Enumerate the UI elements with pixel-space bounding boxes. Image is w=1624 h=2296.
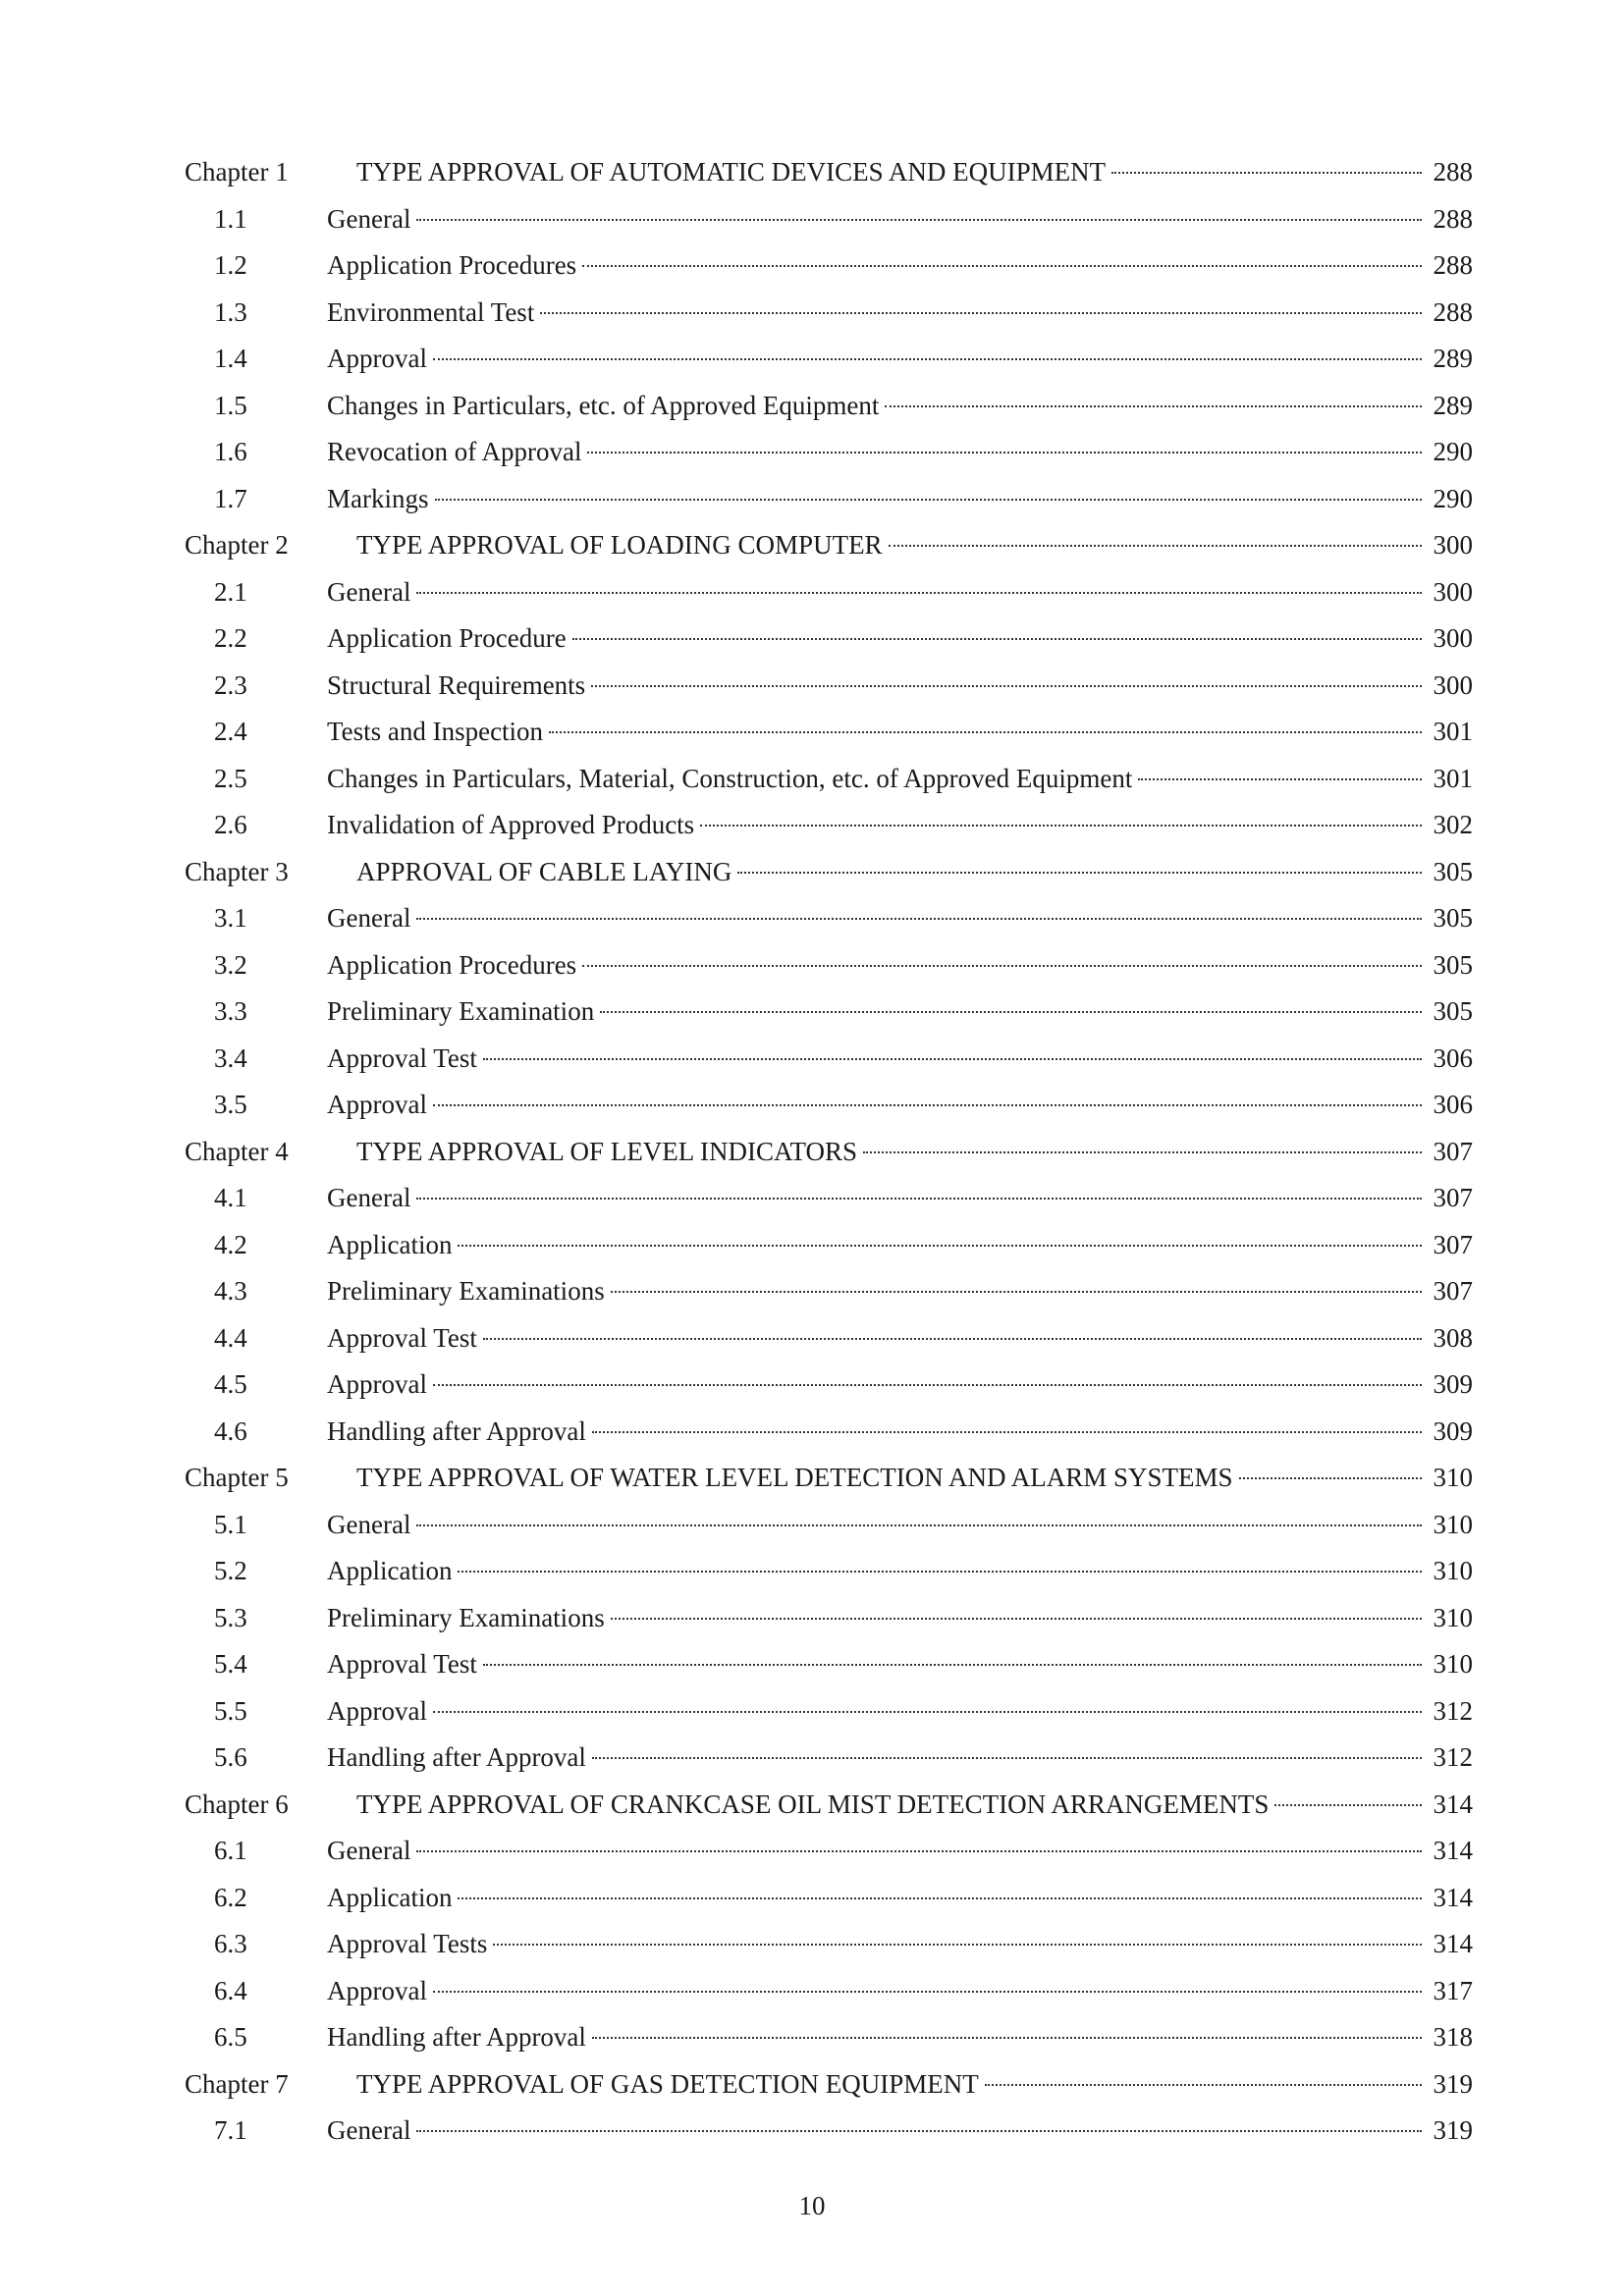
toc-entry-number: 3.3	[214, 996, 247, 1026]
dot-leader	[1274, 1804, 1422, 1806]
toc-entry-page: 300	[1433, 669, 1473, 700]
toc-entry-title: General	[327, 1183, 411, 1212]
dot-leader	[600, 1011, 1422, 1013]
toc-entry-title: Approval Tests	[327, 1929, 488, 1958]
toc-section-entry[interactable]	[185, 942, 1473, 989]
toc-entry-page: 312	[1433, 1742, 1473, 1772]
toc-entry-number: 1.1	[214, 203, 247, 234]
toc-entry-title: Preliminary Examinations	[327, 1602, 605, 1632]
toc-section-entry[interactable]	[185, 663, 1473, 710]
dot-leader	[483, 1338, 1422, 1340]
toc-chapter-entry[interactable]	[185, 1455, 1473, 1502]
toc-entry-page: 309	[1433, 1415, 1473, 1446]
toc-entry-number: 6.1	[214, 1836, 247, 1865]
dot-leader	[483, 1058, 1422, 1060]
toc-entry-title: Application Procedures	[327, 250, 577, 280]
toc-entry-number: 2.2	[214, 623, 247, 653]
dot-leader	[416, 1198, 1422, 1200]
dot-leader	[889, 545, 1422, 547]
dot-leader	[737, 872, 1422, 874]
dot-leader	[587, 452, 1422, 454]
toc-entry-number: 1.6	[214, 437, 247, 466]
toc-section-entry[interactable]	[185, 1641, 1473, 1688]
dot-leader	[433, 1104, 1422, 1106]
toc-section-entry[interactable]	[185, 569, 1473, 616]
dot-leader	[540, 312, 1422, 314]
dot-leader	[700, 825, 1422, 827]
toc-entry-page: 309	[1433, 1369, 1473, 1399]
toc-section-entry[interactable]	[185, 1315, 1473, 1362]
toc-entry-number: 2.6	[214, 810, 247, 839]
dot-leader	[611, 1291, 1422, 1293]
toc-entry-page: 310	[1433, 1649, 1473, 1679]
toc-entry-page: 288	[1433, 157, 1473, 187]
toc-entry-page: 319	[1433, 2115, 1473, 2145]
dot-leader	[458, 1897, 1422, 1899]
toc-entry-title: Application	[327, 1882, 453, 1912]
toc-section-entry[interactable]	[185, 1595, 1473, 1642]
dot-leader	[582, 265, 1422, 267]
toc-section-entry[interactable]	[185, 1082, 1473, 1129]
toc-entry-number: Chapter 1	[185, 157, 289, 187]
toc-entry-title: TYPE APPROVAL OF AUTOMATIC DEVICES AND EQUIPMENT	[356, 157, 1107, 187]
toc-entry-title: Tests and Inspection	[327, 717, 544, 746]
toc-entry-title: TYPE APPROVAL OF LEVEL INDICATORS	[356, 1136, 858, 1166]
toc-entry-title: Revocation of Approval	[327, 437, 582, 466]
toc-entry-number: 4.3	[214, 1276, 247, 1306]
toc-entry-number: 6.4	[214, 1975, 247, 2005]
dot-leader	[591, 685, 1422, 687]
toc-entry-page: 314	[1433, 1836, 1473, 1865]
toc-entry-title: General	[327, 1509, 411, 1539]
dot-leader	[433, 1384, 1422, 1386]
dot-leader	[416, 1524, 1422, 1526]
toc-section-entry[interactable]	[185, 895, 1473, 942]
toc-entry-title: TYPE APPROVAL OF CRANKCASE OIL MIST DETECTION ARRANGEMENTS	[356, 1789, 1270, 1819]
toc-section-entry[interactable]	[185, 1548, 1473, 1595]
toc-section-entry[interactable]	[185, 2108, 1473, 2155]
toc-entry-title: Markings	[327, 483, 429, 513]
toc-entry-page: 314	[1433, 1882, 1473, 1912]
toc-section-entry[interactable]	[185, 1735, 1473, 1782]
toc-entry-title: Approval Test	[327, 1042, 477, 1073]
toc-section-entry[interactable]	[185, 429, 1473, 476]
toc-section-entry[interactable]	[185, 2014, 1473, 2061]
toc-entry-title: Application Procedures	[327, 949, 577, 980]
toc-entry-number: 6.2	[214, 1882, 247, 1912]
toc-entry-page: 302	[1433, 810, 1473, 839]
toc-entry-number: 4.2	[214, 1229, 247, 1259]
toc-entry-number: 1.3	[214, 296, 247, 327]
toc-entry-number: 1.5	[214, 390, 247, 420]
toc-entry-page: 310	[1433, 1463, 1473, 1492]
toc-entry-title: Preliminary Examination	[327, 996, 595, 1026]
toc-entry-number: 2.1	[214, 576, 247, 607]
dot-leader	[416, 2130, 1422, 2132]
toc-chapter-entry[interactable]	[185, 849, 1473, 896]
toc-section-entry[interactable]	[185, 1968, 1473, 2015]
toc-entry-page: 306	[1433, 1042, 1473, 1073]
toc-entry-number: 3.2	[214, 949, 247, 980]
toc-entry-page: 289	[1433, 390, 1473, 420]
toc-section-entry[interactable]	[185, 1688, 1473, 1735]
toc-entry-page: 288	[1433, 203, 1473, 234]
toc-entry-page: 307	[1433, 1229, 1473, 1259]
toc-section-entry[interactable]	[185, 1921, 1473, 1968]
toc-entry-number: 1.2	[214, 250, 247, 280]
toc-section-entry[interactable]	[185, 290, 1473, 337]
toc-entry-number: 1.4	[214, 344, 247, 373]
toc-section-entry[interactable]	[185, 1502, 1473, 1549]
toc-entry-number: 2.5	[214, 763, 247, 793]
toc-chapter-entry[interactable]	[185, 2061, 1473, 2109]
dot-leader	[1138, 778, 1422, 780]
toc-entry-page: 305	[1433, 903, 1473, 933]
toc-entry-title: General	[327, 203, 411, 234]
dot-leader	[493, 1944, 1422, 1946]
toc-entry-page: 307	[1433, 1136, 1473, 1166]
toc-entry-page: 305	[1433, 856, 1473, 886]
toc-entry-page: 300	[1433, 530, 1473, 560]
dot-leader	[863, 1151, 1422, 1153]
toc-entry-title: Approval	[327, 1975, 427, 2005]
toc-entry-number: 2.4	[214, 717, 247, 746]
dot-leader	[582, 965, 1422, 967]
toc-entry-title: Preliminary Examinations	[327, 1276, 605, 1306]
toc-entry-page: 310	[1433, 1556, 1473, 1585]
dot-leader	[885, 405, 1422, 407]
toc-section-entry[interactable]	[185, 709, 1473, 756]
toc-entry-number: 6.5	[214, 2022, 247, 2052]
dot-leader	[435, 499, 1423, 501]
toc-entry-page: 305	[1433, 996, 1473, 1026]
toc-entry-number: 5.5	[214, 1695, 247, 1726]
toc-section-entry[interactable]	[185, 476, 1473, 523]
toc-entry-number: 4.6	[214, 1415, 247, 1446]
toc-entry-title: Approval Test	[327, 1322, 477, 1353]
toc-entry-page: 314	[1433, 1929, 1473, 1958]
toc-entry-title: TYPE APPROVAL OF WATER LEVEL DETECTION AND ALARM SYSTEMS	[356, 1463, 1233, 1492]
toc-entry-page: 290	[1433, 483, 1473, 513]
toc-entry-number: 5.4	[214, 1649, 247, 1679]
dot-leader	[433, 1991, 1422, 1993]
toc-entry-number: Chapter 3	[185, 856, 289, 886]
toc-section-entry[interactable]	[185, 1036, 1473, 1083]
toc-entry-page: 305	[1433, 949, 1473, 980]
toc-entry-page: 301	[1433, 763, 1473, 793]
toc-entry-title: Structural Requirements	[327, 669, 586, 700]
toc-entry-title: Invalidation of Approved Products	[327, 810, 695, 839]
toc-entry-page: 310	[1433, 1602, 1473, 1632]
toc-entry-title: General	[327, 1836, 411, 1865]
toc-entry-title: Environmental Test	[327, 296, 535, 327]
toc-entry-page: 301	[1433, 717, 1473, 746]
toc-entry-page: 306	[1433, 1090, 1473, 1119]
toc-entry-title: Application	[327, 1556, 453, 1585]
toc-entry-title: Application Procedure	[327, 623, 567, 653]
dot-leader	[549, 731, 1422, 733]
toc-entry-number: 5.3	[214, 1602, 247, 1632]
toc-chapter-entry[interactable]	[185, 1782, 1473, 1829]
toc-entry-number: Chapter 4	[185, 1136, 289, 1166]
toc-entry-title: Handling after Approval	[327, 1742, 586, 1772]
toc-entry-title: APPROVAL OF CABLE LAYING	[356, 856, 732, 886]
toc-entry-page: 318	[1433, 2022, 1473, 2052]
dot-leader	[416, 219, 1422, 221]
toc-entry-title: Handling after Approval	[327, 2022, 586, 2052]
toc-entry-number: 5.1	[214, 1509, 247, 1539]
toc-section-entry[interactable]	[185, 1175, 1473, 1222]
toc-entry-page: 307	[1433, 1183, 1473, 1212]
toc-chapter-entry[interactable]	[185, 522, 1473, 569]
toc-section-entry[interactable]	[185, 383, 1473, 430]
toc-entry-title: Changes in Particulars, Material, Construction, etc. of Approved Equipment	[327, 763, 1133, 793]
toc-entry-page: 314	[1433, 1789, 1473, 1819]
toc-entry-number: 2.3	[214, 669, 247, 700]
dot-leader	[433, 1711, 1422, 1713]
dot-leader	[458, 1245, 1422, 1247]
toc-entry-page: 288	[1433, 296, 1473, 327]
toc-entry-title: General	[327, 903, 411, 933]
toc-section-entry[interactable]	[185, 1362, 1473, 1409]
toc-section-entry[interactable]	[185, 802, 1473, 849]
toc-entry-title: Handling after Approval	[327, 1415, 586, 1446]
toc-entry-number: 4.5	[214, 1369, 247, 1399]
toc-section-entry[interactable]	[185, 1222, 1473, 1269]
toc-entry-page: 308	[1433, 1322, 1473, 1353]
toc-section-entry[interactable]	[185, 1828, 1473, 1875]
toc-section-entry[interactable]	[185, 615, 1473, 663]
toc-entry-title: General	[327, 576, 411, 607]
page-number: 10	[798, 2191, 826, 2220]
toc-entry-page: 312	[1433, 1695, 1473, 1726]
toc-section-entry[interactable]	[185, 756, 1473, 803]
toc-entry-number: Chapter 6	[185, 1789, 289, 1819]
toc-entry-page: 289	[1433, 344, 1473, 373]
dot-leader	[1111, 172, 1422, 174]
toc-entry-page: 319	[1433, 2068, 1473, 2099]
table-of-contents	[185, 149, 1473, 2155]
toc-entry-page: 300	[1433, 623, 1473, 653]
dot-leader	[592, 1431, 1422, 1433]
toc-entry-number: 6.3	[214, 1929, 247, 1958]
toc-entry-number: 5.2	[214, 1556, 247, 1585]
toc-entry-page: 300	[1433, 576, 1473, 607]
toc-chapter-entry[interactable]	[185, 1129, 1473, 1176]
toc-entry-page: 290	[1433, 437, 1473, 466]
toc-entry-title: TYPE APPROVAL OF GAS DETECTION EQUIPMENT	[356, 2068, 979, 2099]
dot-leader	[416, 592, 1422, 594]
dot-leader	[985, 2084, 1422, 2086]
toc-entry-page: 310	[1433, 1509, 1473, 1539]
toc-chapter-entry[interactable]	[185, 149, 1473, 196]
toc-entry-number: Chapter 5	[185, 1463, 289, 1492]
toc-entry-number: 7.1	[214, 2115, 247, 2145]
toc-section-entry[interactable]	[185, 1268, 1473, 1315]
toc-section-entry[interactable]	[185, 242, 1473, 290]
toc-entry-number: 1.7	[214, 483, 247, 513]
toc-entry-page: 317	[1433, 1975, 1473, 2005]
toc-entry-number: 3.5	[214, 1090, 247, 1119]
toc-entry-number: Chapter 7	[185, 2068, 289, 2099]
toc-entry-page: 307	[1433, 1276, 1473, 1306]
toc-entry-title: Changes in Particulars, etc. of Approved Equipment	[327, 390, 880, 420]
dot-leader	[458, 1571, 1422, 1573]
toc-entry-title: General	[327, 2115, 411, 2145]
dot-leader	[1239, 1477, 1422, 1479]
dot-leader	[483, 1664, 1422, 1666]
dot-leader	[611, 1618, 1422, 1620]
toc-section-entry[interactable]	[185, 988, 1473, 1036]
toc-section-entry[interactable]	[185, 1875, 1473, 1922]
toc-entry-title: Approval	[327, 1369, 427, 1399]
toc-entry-number: 4.4	[214, 1322, 247, 1353]
toc-entry-title: Approval	[327, 344, 427, 373]
toc-entry-page: 288	[1433, 250, 1473, 280]
dot-leader	[572, 638, 1422, 640]
toc-section-entry[interactable]	[185, 336, 1473, 383]
toc-entry-title: Approval Test	[327, 1649, 477, 1679]
toc-entry-title: Approval	[327, 1695, 427, 1726]
dot-leader	[592, 2037, 1422, 2039]
toc-entry-number: 3.1	[214, 903, 247, 933]
dot-leader	[433, 358, 1422, 360]
toc-section-entry[interactable]	[185, 196, 1473, 243]
toc-entry-number: Chapter 2	[185, 530, 289, 560]
toc-entry-number: 5.6	[214, 1742, 247, 1772]
dot-leader	[416, 918, 1422, 920]
dot-leader	[416, 1850, 1422, 1852]
toc-section-entry[interactable]	[185, 1409, 1473, 1456]
toc-entry-number: 4.1	[214, 1183, 247, 1212]
toc-entry-number: 3.4	[214, 1042, 247, 1073]
toc-entry-title: Application	[327, 1229, 453, 1259]
dot-leader	[592, 1757, 1422, 1759]
toc-entry-title: TYPE APPROVAL OF LOADING COMPUTER	[356, 530, 883, 560]
toc-entry-title: Approval	[327, 1090, 427, 1119]
